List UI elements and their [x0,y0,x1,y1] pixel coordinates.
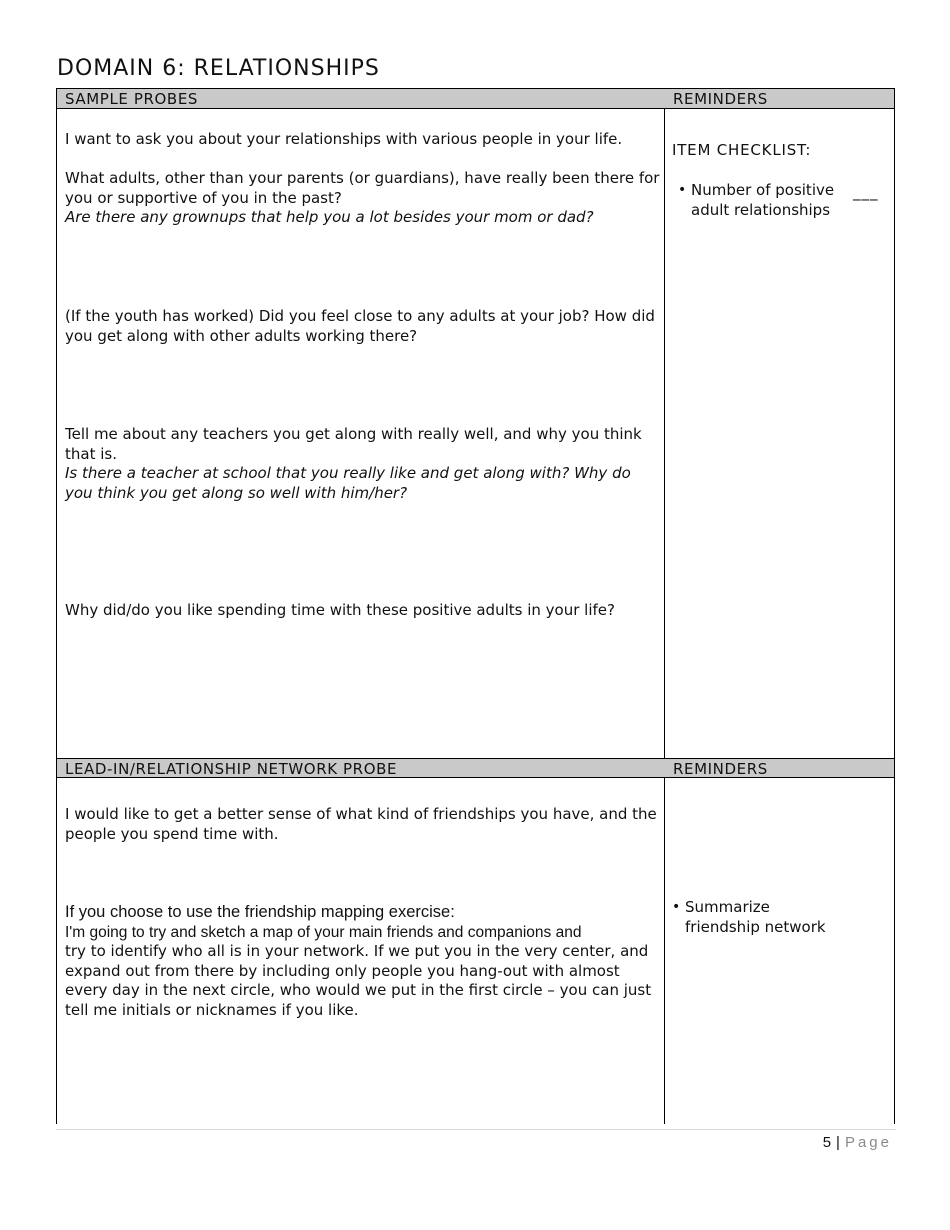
section2-header-row [57,758,894,778]
item-checklist-title: ITEM CHECKLIST: [672,141,812,159]
bullet-icon: • [678,182,687,198]
probe-friendships-intro: I would like to get a better sense of what kind of friendships you have, and the people you spend time with. [65,805,657,843]
reminders-header-2: REMINDERS [673,760,768,778]
probe-positive-adults-time: Why did/do you like spending time with these positive adults in your life? [65,601,615,619]
column-divider [664,89,665,1124]
page-footer [823,1134,892,1151]
bullet-icon: • [672,899,681,915]
probe-teachers-italic: Is there a teacher at school that you really like and get along with? Why do you think you get along so well with him/her? [65,464,631,502]
friendship-mapping-heading: If you choose to use the friendship mapping exercise: [65,903,455,921]
probe-supportive-adults-italic: Are there any grownups that help you a lot besides your mom or dad? [65,208,594,226]
page-number: 5 [822,1134,832,1151]
lead-in-header: LEAD-IN/RELATIONSHIP NETWORK PROBE [65,760,398,778]
reminder-item-label: Summarize friendship network [685,898,826,936]
page-label: Page [844,1134,892,1151]
friendship-mapping-text: try to identify who all is in your network. If we put you in the very center, and expand out from there by including only people you hang-out with almost every day in the next circle, who would we put in the first circle – you can just tell me initials or nicknames if you like. [65,942,652,1019]
probe-job-adults: (If the youth has worked) Did you feel close to any adults at your job? How did you get along with other adults working there? [65,307,655,345]
checklist-item-label: Number of positive adult relationships [691,181,835,219]
reminders-header: REMINDERS [673,90,768,108]
sample-probes-header: SAMPLE PROBES [65,90,199,108]
probe-supportive-adults-text: What adults, other than your parents (or guardians), have really been there for you or supportive of you in the past? [65,169,660,207]
probe-teachers-text: Tell me about any teachers you get along with really well, and why you think that is. [65,425,642,463]
footer-divider [56,1129,896,1130]
page-separator: | [836,1134,840,1151]
friendship-mapping-first-line: I'm going to try and sketch a map of your main friends and companions and [65,923,582,941]
probe-table [56,88,895,1124]
checklist-blank: ___ [853,183,879,201]
section1-header-row [57,89,894,109]
probe-supportive-adults [65,169,660,228]
domain-title: DOMAIN 6: RELATIONSHIPS [57,56,380,81]
probe-teachers [65,425,660,503]
probe-relationships-intro: I want to ask you about your relationships with various people in your life. [65,130,623,148]
probe-friendship-mapping [65,903,660,1020]
